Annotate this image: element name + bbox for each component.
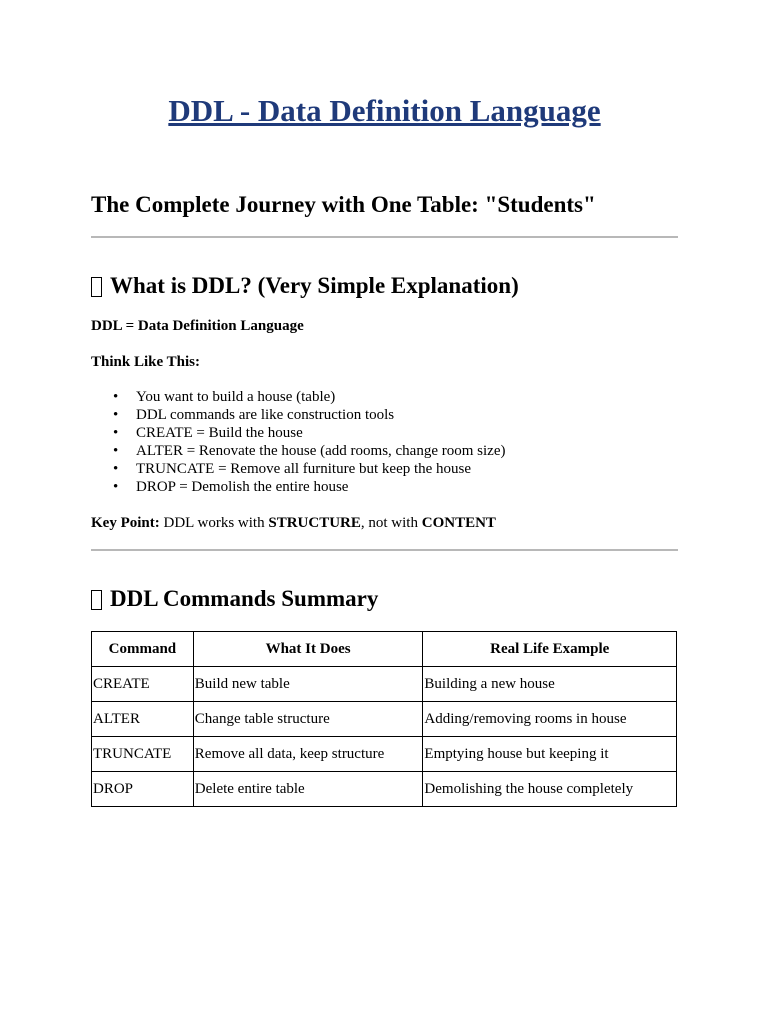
- table-cell: CREATE: [92, 667, 194, 702]
- table-cell: Adding/removing rooms in house: [423, 702, 677, 737]
- table-row: [92, 737, 677, 772]
- key-point-label: Key Point:: [91, 515, 160, 531]
- commands-summary-table: [91, 631, 677, 807]
- table-header-command: Command: [92, 632, 194, 667]
- missing-glyph-icon: [91, 277, 102, 297]
- bullet-icon: •: [113, 425, 119, 441]
- table-header-row: [92, 632, 677, 667]
- list-item: • DROP = Demolish the entire house: [113, 479, 349, 495]
- section-heading-commands-summary: [91, 584, 378, 614]
- key-point-content: CONTENT: [421, 515, 496, 531]
- think-like-this-label: Think Like This:: [91, 354, 200, 370]
- table-cell: TRUNCATE: [92, 737, 194, 772]
- document-title: DDL - Data Definition Language: [168, 93, 601, 128]
- key-point: Key Point: DDL works with STRUCTURE, not with CONTENT: [91, 515, 496, 531]
- table-cell: ALTER: [92, 702, 194, 737]
- table-header-real-life-example: Real Life Example: [423, 632, 677, 667]
- table-cell: Change table structure: [193, 702, 423, 737]
- bullet-icon: •: [113, 443, 119, 459]
- ddl-definition: DDL = Data Definition Language: [91, 318, 304, 334]
- list-item: • TRUNCATE = Remove all furniture but keep the house: [113, 461, 472, 477]
- horizontal-rule: [91, 236, 678, 238]
- table-cell: Demolishing the house completely: [423, 772, 677, 807]
- table-row: [92, 702, 677, 737]
- missing-glyph-icon: [91, 590, 102, 610]
- document-subtitle: The Complete Journey with One Table: "Students": [91, 192, 596, 217]
- list-item: • CREATE = Build the house: [113, 425, 303, 441]
- table-cell: Build new table: [193, 667, 423, 702]
- list-item: • You want to build a house (table): [113, 389, 336, 405]
- key-point-structure: STRUCTURE: [268, 515, 361, 531]
- table-cell: DROP: [92, 772, 194, 807]
- table-cell: Emptying house but keeping it: [423, 737, 677, 772]
- bullet-icon: •: [113, 479, 119, 495]
- table-cell: Delete entire table: [193, 772, 423, 807]
- table-cell: Remove all data, keep structure: [193, 737, 423, 772]
- bullet-icon: •: [113, 461, 119, 477]
- list-item: • DDL commands are like construction tools: [113, 407, 395, 423]
- horizontal-rule: [91, 549, 678, 551]
- analogy-list: [91, 388, 505, 496]
- bullet-icon: •: [113, 389, 119, 405]
- bullet-icon: •: [113, 407, 119, 423]
- table-row: [92, 772, 677, 807]
- list-item: • ALTER = Renovate the house (add rooms, change room size): [113, 443, 506, 459]
- table-row: [92, 667, 677, 702]
- table-header-what-it-does: What It Does: [193, 632, 423, 667]
- section-heading-what-is-ddl: [91, 271, 519, 301]
- section-heading-text: DDL Commands Summary: [110, 586, 379, 611]
- section-heading-text: What is DDL? (Very Simple Explanation): [110, 273, 519, 298]
- table-cell: Building a new house: [423, 667, 677, 702]
